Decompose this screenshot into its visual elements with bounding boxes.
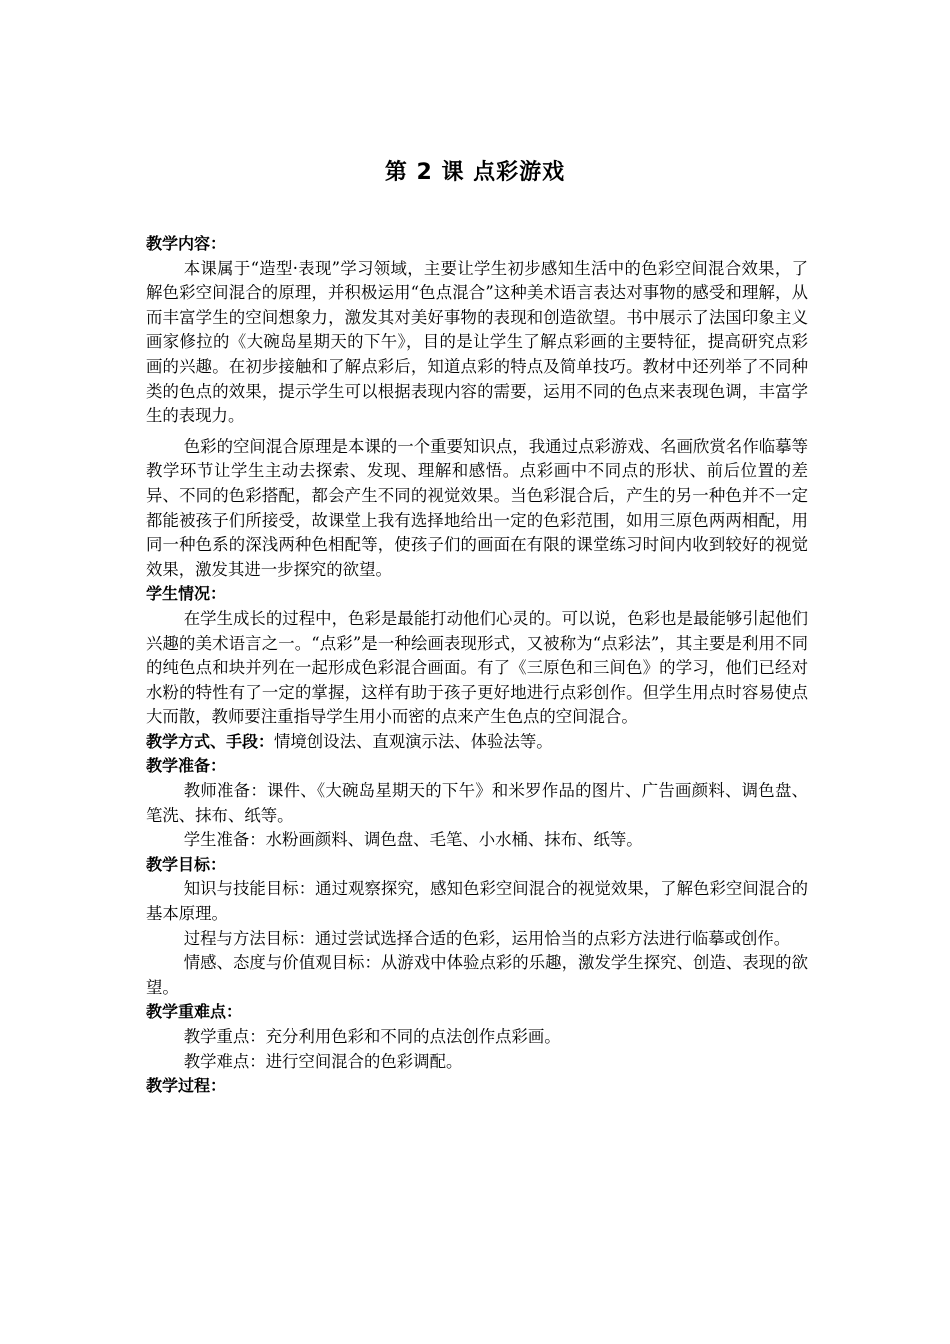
methods-line xyxy=(146,730,808,755)
section-heading-methods: 教学方式、手段： xyxy=(146,731,275,751)
section-heading-key: 教学重难点： xyxy=(146,1002,243,1022)
content-paragraph-1: 本课属于“造型·表现”学习领域，主要让学生初步感知生活中的色彩空间混合效果，了解色彩空间混合的原理，并积极运用“色点混合”这种美术语言表达对事物的感受和理解，从而丰富学生的空间想象力，激发其对美好事物的表现和创造欲望。书中展示了法国印象主义画家修拉的《大碗岛星期天的下午》，目的是让学生了解点彩画的主要特征，提高研究点彩画的兴趣。在初步接触和了解点彩后，知道点彩的特点及简单技巧。教材中还列举了不同种类的色点的效果，提示学生可以根据表现内容的需要，运用不同的色点来表现色调，丰富学生的表现力。 xyxy=(146,258,808,426)
difficult-point: 教学难点：进行空间混合的色彩调配。 xyxy=(183,1051,463,1071)
section-heading-goals: 教学目标： xyxy=(146,854,227,874)
methods-text: 情境创设法、直观演示法、体验法等。 xyxy=(274,731,553,751)
section-heading-content: 教学内容： xyxy=(146,234,227,253)
goal-knowledge: 知识与技能目标：通过观察探究，感知色彩空间混合的视觉效果，了解色彩空间混合的基本原理。 xyxy=(146,879,808,924)
section-heading-process: 教学过程： xyxy=(146,1076,227,1096)
prep-student: 学生准备：水粉画颜料、调色盘、毛笔、小水桶、抹布、纸等。 xyxy=(183,830,643,850)
page-title: 第 2 课 点彩游戏 xyxy=(384,160,566,185)
section-heading-students: 学生情况： xyxy=(146,584,227,604)
goal-process: 过程与方法目标：通过尝试选择合适的色彩，运用恰当的点彩方法进行临摹或创作。 xyxy=(183,928,791,948)
document-body xyxy=(146,232,808,1099)
key-point: 教学重点：充分利用色彩和不同的点法创作点彩画。 xyxy=(183,1027,561,1046)
section-heading-prep: 教学准备： xyxy=(146,756,227,776)
prep-teacher: 教师准备：课件、《大碗岛星期天的下午》和米罗作品的图片、广告画颜料、调色盘、笔洗、抹布、纸等。 xyxy=(146,781,808,825)
students-paragraph: 在学生成长的过程中，色彩是最能打动他们心灵的。可以说，色彩也是最能够引起他们兴趣的美术语言之一。“点彩”是一种绘画表现形式，又被称为“点彩法”，其主要是利用不同的纯色点和块并列在一起形成色彩混合画面。有了《三原色和三间色》的学习，他们已经对水粉的特性有了一定的掌握，这样有助于孩子更好地进行点彩创作。但学生用点时容易使点大而散，教师要注重指导学生用小而密的点来产生色点的空间混合。 xyxy=(146,608,808,727)
goal-attitude: 情感、态度与价值观目标：从游戏中体验点彩的乐趣，激发学生探究、创造、表现的欲望。 xyxy=(146,953,808,997)
content-paragraph-2: 色彩的空间混合原理是本课的一个重要知识点，我通过点彩游戏、名画欣赏名作临摹等教学环节让学生主动去探索、发现、理解和感悟。点彩画中不同点的形状、前后位置的差异、不同的色彩搭配，都会产生不同的视觉效果。当色彩混合后，产生的另一种色并不一定都能被孩子们所接受，故课堂上我有选择地给出一定的色彩范围，如用三原色两两相配，用同一种色系的深浅两种色相配等，使孩子们的画面在有限的课堂练习时间内收到较好的视觉效果，激发其进一步探究的欲望。 xyxy=(146,436,808,579)
